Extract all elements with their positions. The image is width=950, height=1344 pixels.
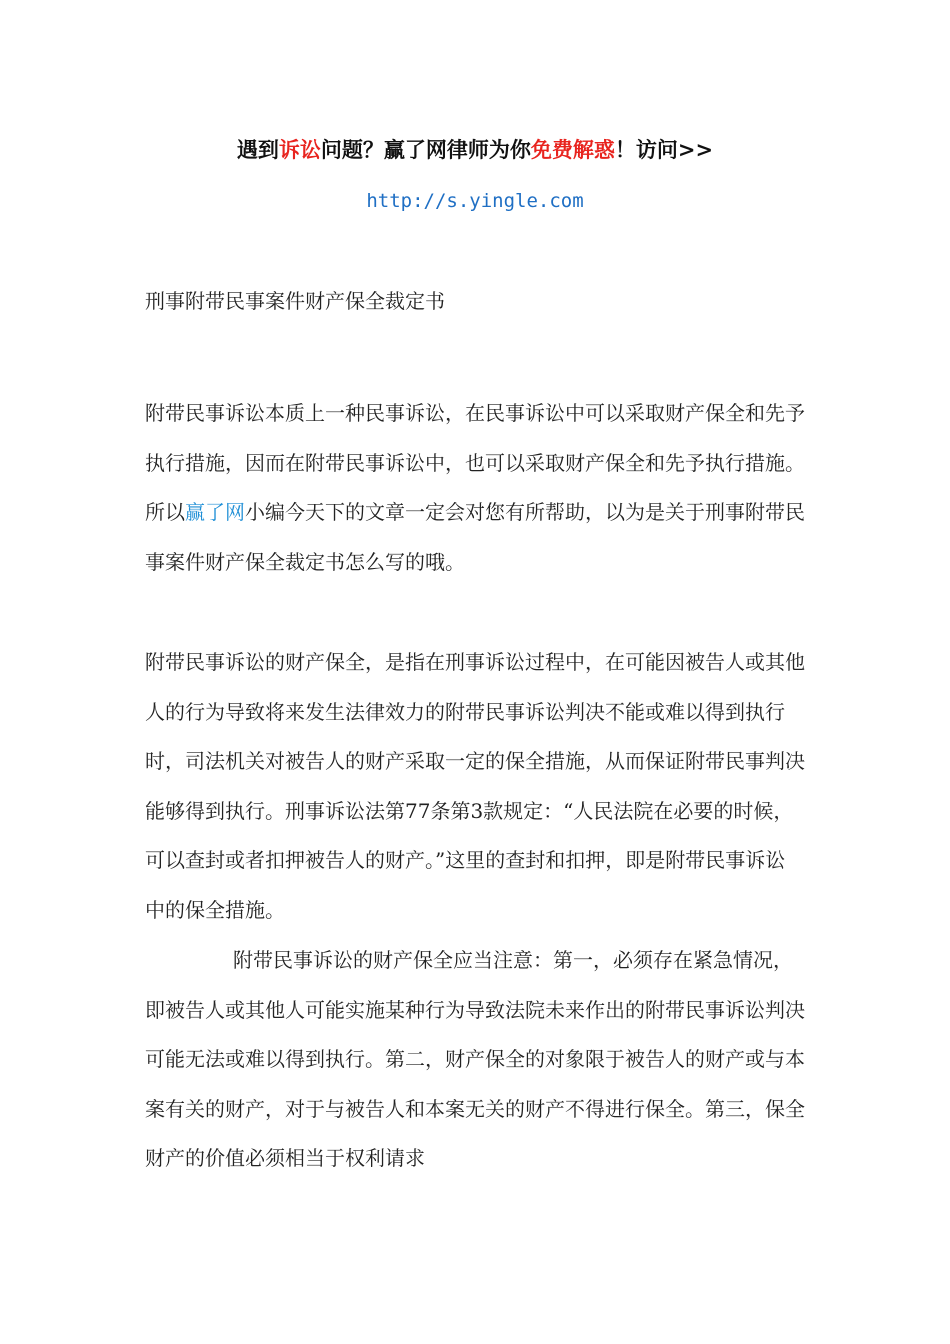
ad-banner[interactable] [0,134,950,166]
document-title: 刑事附带民事案件财产保全裁定书 [145,289,445,313]
banner-highlight-free: 免费解惑 [530,137,615,162]
intro-text-before: 附带民事诉讼本质上一种民事诉讼，在民事诉讼中可以采取财产保全和先予执行措施，因而在附带民事诉讼中，也可以采取财产保全和先予执行措施。所以 [145,401,805,524]
banner-url-link[interactable]: http://s.yingle.com [366,190,584,212]
paragraph-definition: 附带民事诉讼的财产保全，是指在刑事诉讼过程中，在可能因被告人或其他人的行为导致将来发生法律效力的附带民事诉讼判决不能或难以得到执行时，司法机关对被告人的财产采取一定的保全措施，从而保证附带民事判决能够得到执行。刑事诉讼法第77条第3款规定：“人民法院在必要的时候，可以查封或者扣押被告人的财产。”这里的查封和扣押，即是附带民事诉讼中的保全措施。 [145,650,805,922]
paragraph-intro [145,389,805,587]
banner-text-2: 问题？赢了网律师为你 [320,137,531,162]
yingle-link[interactable]: 赢了网 [185,500,245,524]
intro-text-after: 小编今天下的文章一定会对您有所帮助，以为是关于刑事附带民事案件财产保全裁定书怎么写的哦。 [145,500,805,574]
banner-highlight-litigation: 诉讼 [278,137,321,162]
banner-text-3: ！访问>> [614,137,714,162]
paragraph-notes: 附带民事诉讼的财产保全应当注意：第一，必须存在紧急情况，即被告人或其他人可能实施某种行为导致法院未来作出的附带民事诉讼判决可能无法或难以得到执行。第二，财产保全的对象限于被告人的财产或与本案有关的财产，对于与被告人和本案无关的财产不得进行保全。第三，保全财产的价值必须相当于权利请求 [145,948,805,1170]
banner-text-1: 遇到 [236,137,279,162]
